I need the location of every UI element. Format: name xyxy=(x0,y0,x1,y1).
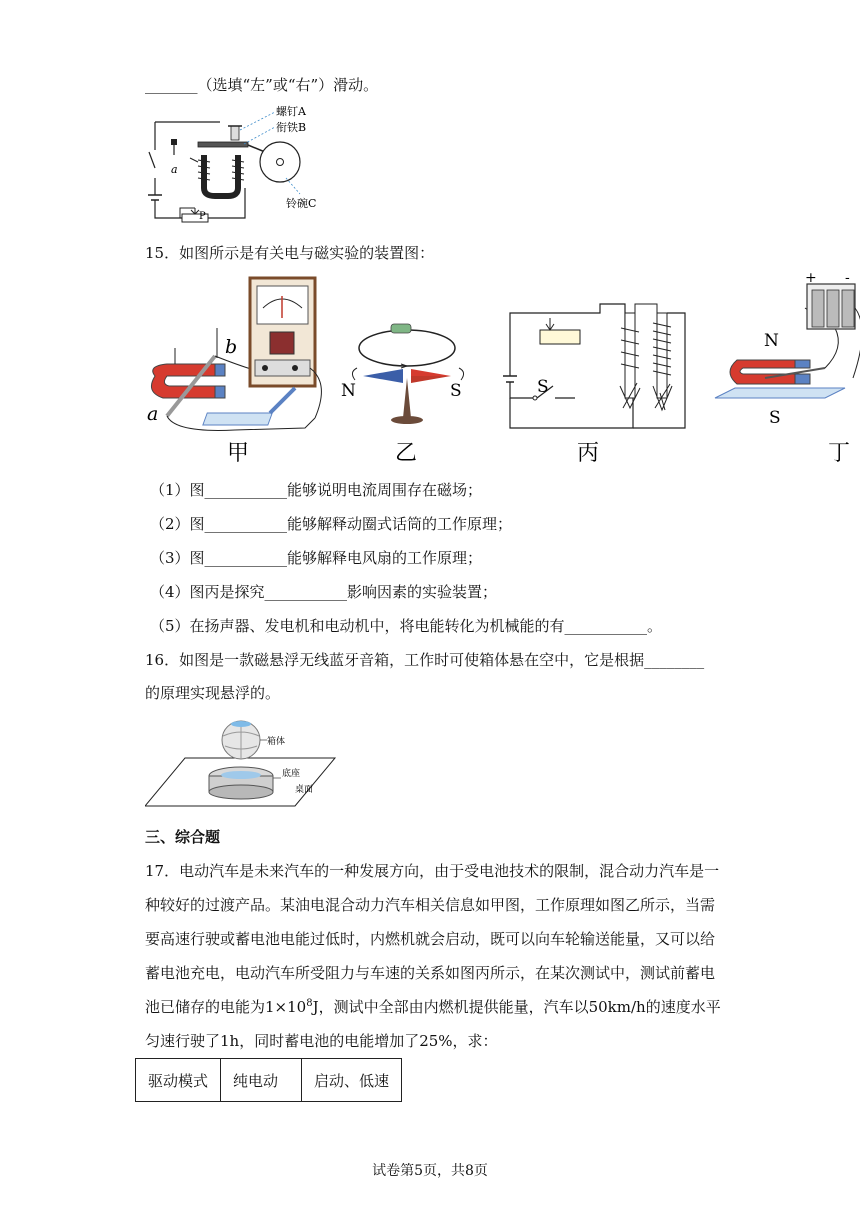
drive-mode-table xyxy=(135,1058,402,1102)
electric-bell-figure xyxy=(140,100,340,225)
sub-question-3: （3）图___________能够解释电风扇的工作原理； xyxy=(150,549,483,567)
sub-question-2: （2）图___________能够解释动圈式话筒的工作原理； xyxy=(150,515,513,533)
apparatus-jia xyxy=(147,278,321,430)
sub-question-1: （1）图___________能够说明电流周围存在磁场； xyxy=(150,481,483,499)
label-slider-p: P xyxy=(199,211,206,222)
maglev-speaker-figure xyxy=(145,718,340,813)
energy-text-post: J，测试中全部由内燃机提供能量，汽车以50km/h的速度水平 xyxy=(312,998,721,1016)
table-cell-start-low-speed: 启动、低速 xyxy=(302,1059,402,1102)
sub-question-4: （4）图丙是探究___________影响因素的实验装置； xyxy=(150,583,498,601)
label-speaker-box: 箱体 xyxy=(267,737,286,747)
label-needle-n: N xyxy=(341,381,356,401)
apparatus-bing xyxy=(503,304,685,428)
label-battery-minus: - xyxy=(845,270,850,286)
electromagnetism-experiments-figure xyxy=(145,268,860,468)
table-cell-drive-mode: 驱动模式 xyxy=(136,1059,221,1102)
question-17-line-4: 蓄电池充电，电动汽车所受阻力与车速的关系如图丙所示，在某次测试中，测试前蓄电 xyxy=(145,964,716,982)
energy-exponent: 8 xyxy=(306,998,313,1009)
label-bowl-c: 铃碗C xyxy=(286,197,317,210)
question-15-stem: 15．如图所示是有关电与磁实验的装置图： xyxy=(145,244,435,262)
label-conductor-b: b xyxy=(225,336,238,358)
label-armature-b: 衔铁B xyxy=(276,121,307,134)
question-17-line-6: 匀速行驶了1h，同时蓄电池的电能增加了25%，求： xyxy=(145,1032,498,1050)
energy-text-pre: 池已储存的电能为1×10 xyxy=(145,998,307,1016)
question-17-line-3: 要高速行驶或蓄电池电能过低时，内燃机就会启动，既可以向车轮输送能量，又可以给 xyxy=(145,930,716,948)
apparatus-yi xyxy=(341,324,464,424)
label-conductor-a: a xyxy=(147,403,159,425)
caption-yi: 乙 xyxy=(395,441,418,466)
label-motor-n: N xyxy=(764,331,779,351)
caption-ding: 丁 xyxy=(828,441,851,466)
label-motor-s: S xyxy=(769,408,781,428)
section-heading-comprehensive: 三、综合题 xyxy=(145,828,221,846)
table-cell-pure-electric: 纯电动 xyxy=(221,1059,302,1102)
question-17-line-1: 17．电动汽车是未来汽车的一种发展方向，由于受电池技术的限制，混合动力汽车是一 xyxy=(145,862,720,880)
label-desk: 桌面 xyxy=(295,785,314,795)
label-point-a: a xyxy=(171,163,178,176)
question-16-stem-cont: 的原理实现悬浮的。 xyxy=(145,684,281,702)
fill-in-line-direction: _______（选填“左”或“右”）滑动。 xyxy=(145,76,379,94)
label-switch-s: S xyxy=(537,377,549,397)
caption-bing: 丙 xyxy=(577,441,600,466)
question-16-stem: 16．如图是一款磁悬浮无线蓝牙音箱，工作时可使箱体悬在空中，它是根据________ xyxy=(145,651,705,669)
caption-jia: 甲 xyxy=(227,441,250,466)
question-17-line-2: 种较好的过渡产品。某油电混合动力汽车相关信息如甲图，工作原理如图乙所示，当需 xyxy=(145,896,716,914)
apparatus-ding xyxy=(715,270,860,428)
label-needle-s: S xyxy=(450,381,462,401)
question-17-line-5 xyxy=(145,996,721,1017)
label-screw-a: 螺钉A xyxy=(276,105,306,118)
table-row xyxy=(136,1059,402,1102)
sub-question-5: （5）在扬声器、发电机和电动机中，将电能转化为机械能的有___________。 xyxy=(150,617,663,635)
page-footer: 试卷第5页，共8页 xyxy=(372,1163,488,1179)
label-speaker-base: 底座 xyxy=(282,769,301,779)
label-battery-plus: + xyxy=(805,270,817,286)
